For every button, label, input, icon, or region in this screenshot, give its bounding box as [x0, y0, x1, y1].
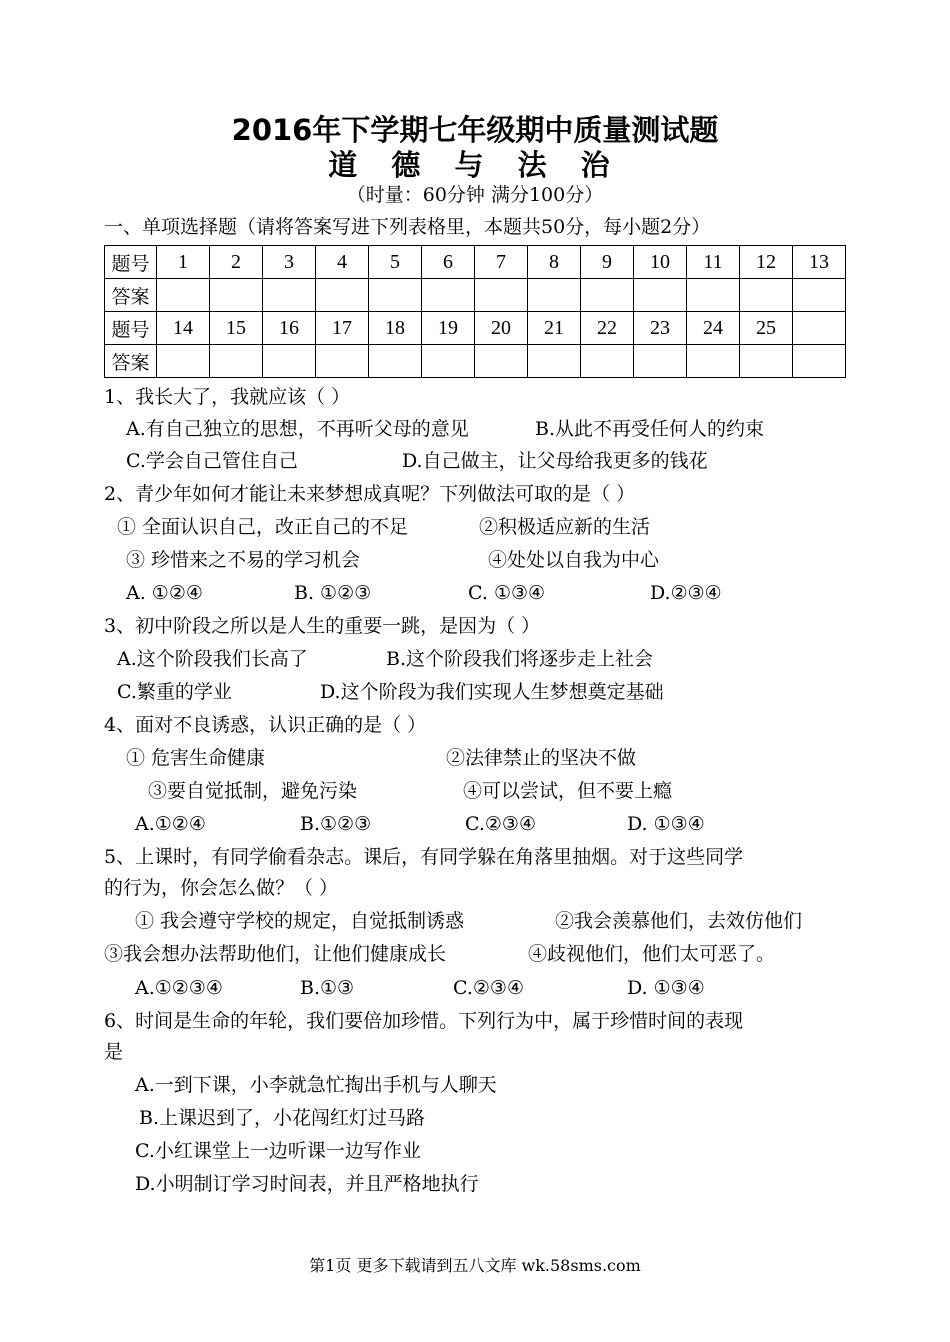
answer-cell[interactable] [634, 345, 687, 378]
answer-cell[interactable] [475, 279, 528, 312]
answer-cell[interactable] [263, 279, 316, 312]
question-1-option-c: C.学会自己管住自己 [126, 450, 298, 472]
question-4-option-a: A.①②④ [135, 813, 206, 835]
answer-cell[interactable] [316, 345, 369, 378]
answer-cell[interactable] [369, 345, 422, 378]
answer-cell[interactable] [210, 279, 263, 312]
answer-cell[interactable] [316, 279, 369, 312]
question-1-stem: 1、我长大了，我就应该（ ） [104, 386, 351, 408]
exam-title: 2016年下学期七年级期中质量测试题 [231, 113, 719, 147]
question-2-statement-4: ④处处以自我为中心 [488, 549, 660, 571]
question-1-option-a: A.有自己独立的思想，不再听父母的意见 [126, 418, 469, 440]
answer-cell[interactable] [687, 279, 740, 312]
question-number-cell: 10 [634, 246, 687, 279]
table-row [105, 279, 846, 312]
answer-cell[interactable] [528, 345, 581, 378]
question-1-option-d: D.自己做主，让父母给我更多的钱花 [402, 450, 708, 472]
answer-cell[interactable] [634, 279, 687, 312]
question-number-cell: 23 [634, 312, 687, 345]
question-2-option-d: D.②③④ [650, 582, 722, 604]
section-1-heading: 一、单项选择题（请将答案写进下列表格里，本题共50分，每小题2分） [104, 216, 711, 238]
question-6-option-c: C.小红课堂上一边听课一边写作业 [135, 1140, 421, 1162]
question-number-cell [793, 312, 846, 345]
answer-cell[interactable] [740, 345, 793, 378]
question-number-cell: 16 [263, 312, 316, 345]
question-5-stem-line-2: 的行为，你会怎么做？（ ） [104, 877, 339, 899]
question-2-option-b: B. ①②③ [294, 582, 372, 604]
question-4-option-d: D. ①③④ [627, 813, 705, 835]
question-4-stem: 4、面对不良诱惑，认识正确的是（ ） [104, 714, 427, 736]
row-label: 题号 [105, 246, 157, 279]
question-number-cell: 1 [157, 246, 210, 279]
time-score-info: （时量：60分钟 满分100分） [346, 184, 604, 206]
question-number-cell: 11 [687, 246, 740, 279]
answer-cell[interactable] [157, 345, 210, 378]
question-number-cell: 24 [687, 312, 740, 345]
question-5-option-d: D. ①③④ [627, 977, 705, 999]
row-label: 答案 [105, 279, 157, 312]
row-label: 题号 [105, 312, 157, 345]
question-4-statement-1: ① 危害生命健康 [126, 747, 266, 769]
question-number-cell: 9 [581, 246, 634, 279]
question-3-option-d: D.这个阶段为我们实现人生梦想奠定基础 [320, 681, 664, 703]
question-number-cell: 25 [740, 312, 793, 345]
question-number-cell: 3 [263, 246, 316, 279]
question-number-cell: 22 [581, 312, 634, 345]
question-number-cell: 8 [528, 246, 581, 279]
answer-cell[interactable] [528, 279, 581, 312]
answer-cell[interactable] [263, 345, 316, 378]
answer-cell[interactable] [369, 279, 422, 312]
question-4-option-b: B.①②③ [300, 813, 372, 835]
answer-table [104, 245, 846, 378]
answer-cell[interactable] [740, 279, 793, 312]
question-3-option-b: B.这个阶段我们将逐步走上社会 [386, 648, 654, 670]
question-5-statement-2: ②我会羡慕他们，去效仿他们 [555, 910, 803, 932]
question-number-cell: 19 [422, 312, 475, 345]
question-6-stem-line-2: 是 [104, 1041, 124, 1063]
question-6-option-b: B.上课迟到了，小花闯红灯过马路 [139, 1107, 426, 1129]
table-row [105, 246, 846, 279]
question-number-cell: 2 [210, 246, 263, 279]
question-number-cell: 6 [422, 246, 475, 279]
question-number-cell: 5 [369, 246, 422, 279]
question-3-option-a: A.这个阶段我们长高了 [117, 648, 308, 670]
question-2-statement-3: ③ 珍惜来之不易的学习机会 [126, 549, 361, 571]
question-4-statement-2: ②法律禁止的坚决不做 [446, 747, 637, 769]
question-number-cell: 4 [316, 246, 369, 279]
question-5-option-c: C.②③④ [453, 977, 524, 999]
question-number-cell: 14 [157, 312, 210, 345]
question-2-stem: 2、青少年如何才能让未来梦想成真呢？下列做法可取的是（ ） [104, 483, 636, 505]
question-6-stem-line-1: 6、时间是生命的年轮，我们要倍加珍惜。下列行为中，属于珍惜时间的表现 [104, 1010, 744, 1032]
question-number-cell: 7 [475, 246, 528, 279]
question-2-option-a: A. ①②④ [126, 582, 203, 604]
answer-cell[interactable] [475, 345, 528, 378]
question-5-option-b: B.①③ [300, 977, 355, 999]
answer-cell[interactable] [793, 279, 846, 312]
question-5-option-a: A.①②③④ [135, 977, 223, 999]
page-footer: 第1页 更多下载请到五八文库 wk.58sms.com [309, 1256, 641, 1275]
question-3-stem: 3、初中阶段之所以是人生的重要一跳，是因为（ ） [104, 615, 541, 637]
question-5-stem-line-1: 5、上课时，有同学偷看杂志。课后，有同学躲在角落里抽烟。对于这些同学 [104, 846, 744, 868]
answer-cell[interactable] [422, 279, 475, 312]
question-2-statement-2: ②积极适应新的生活 [479, 516, 651, 538]
question-6-option-d: D.小明制订学习时间表，并且严格地执行 [135, 1173, 479, 1195]
question-number-cell: 20 [475, 312, 528, 345]
question-number-cell: 18 [369, 312, 422, 345]
question-1-option-b: B.从此不再受任何人的约束 [535, 418, 765, 440]
question-4-option-c: C.②③④ [465, 813, 536, 835]
question-2-option-c: C. ①③④ [468, 582, 546, 604]
question-5-statement-4: ④歧视他们，他们太可恶了。 [528, 943, 776, 965]
answer-cell[interactable] [422, 345, 475, 378]
table-row [105, 312, 846, 345]
question-2-statement-1: ① 全面认识自己，改正自己的不足 [117, 516, 409, 538]
answer-cell[interactable] [210, 345, 263, 378]
question-4-statement-3: ③要自觉抵制，避免污染 [148, 780, 358, 802]
row-label: 答案 [105, 345, 157, 378]
question-3-option-c: C.繁重的学业 [117, 681, 232, 703]
question-5-statement-1: ① 我会遵守学校的规定，自觉抵制诱惑 [135, 910, 465, 932]
question-4-statement-4: ④可以尝试，但不要上瘾 [463, 780, 673, 802]
question-6-option-a: A.一到下课，小李就急忙掏出手机与人聊天 [135, 1074, 497, 1096]
answer-cell[interactable] [581, 279, 634, 312]
question-number-cell: 17 [316, 312, 369, 345]
subject-title: 道 德 与 法 治 [328, 148, 622, 182]
table-row [105, 345, 846, 378]
answer-cell[interactable] [581, 345, 634, 378]
question-number-cell: 15 [210, 312, 263, 345]
question-number-cell: 13 [793, 246, 846, 279]
answer-cell[interactable] [687, 345, 740, 378]
answer-cell[interactable] [793, 345, 846, 378]
answer-cell[interactable] [157, 279, 210, 312]
question-number-cell: 12 [740, 246, 793, 279]
question-5-statement-3: ③我会想办法帮助他们，让他们健康成长 [104, 943, 447, 965]
question-number-cell: 21 [528, 312, 581, 345]
